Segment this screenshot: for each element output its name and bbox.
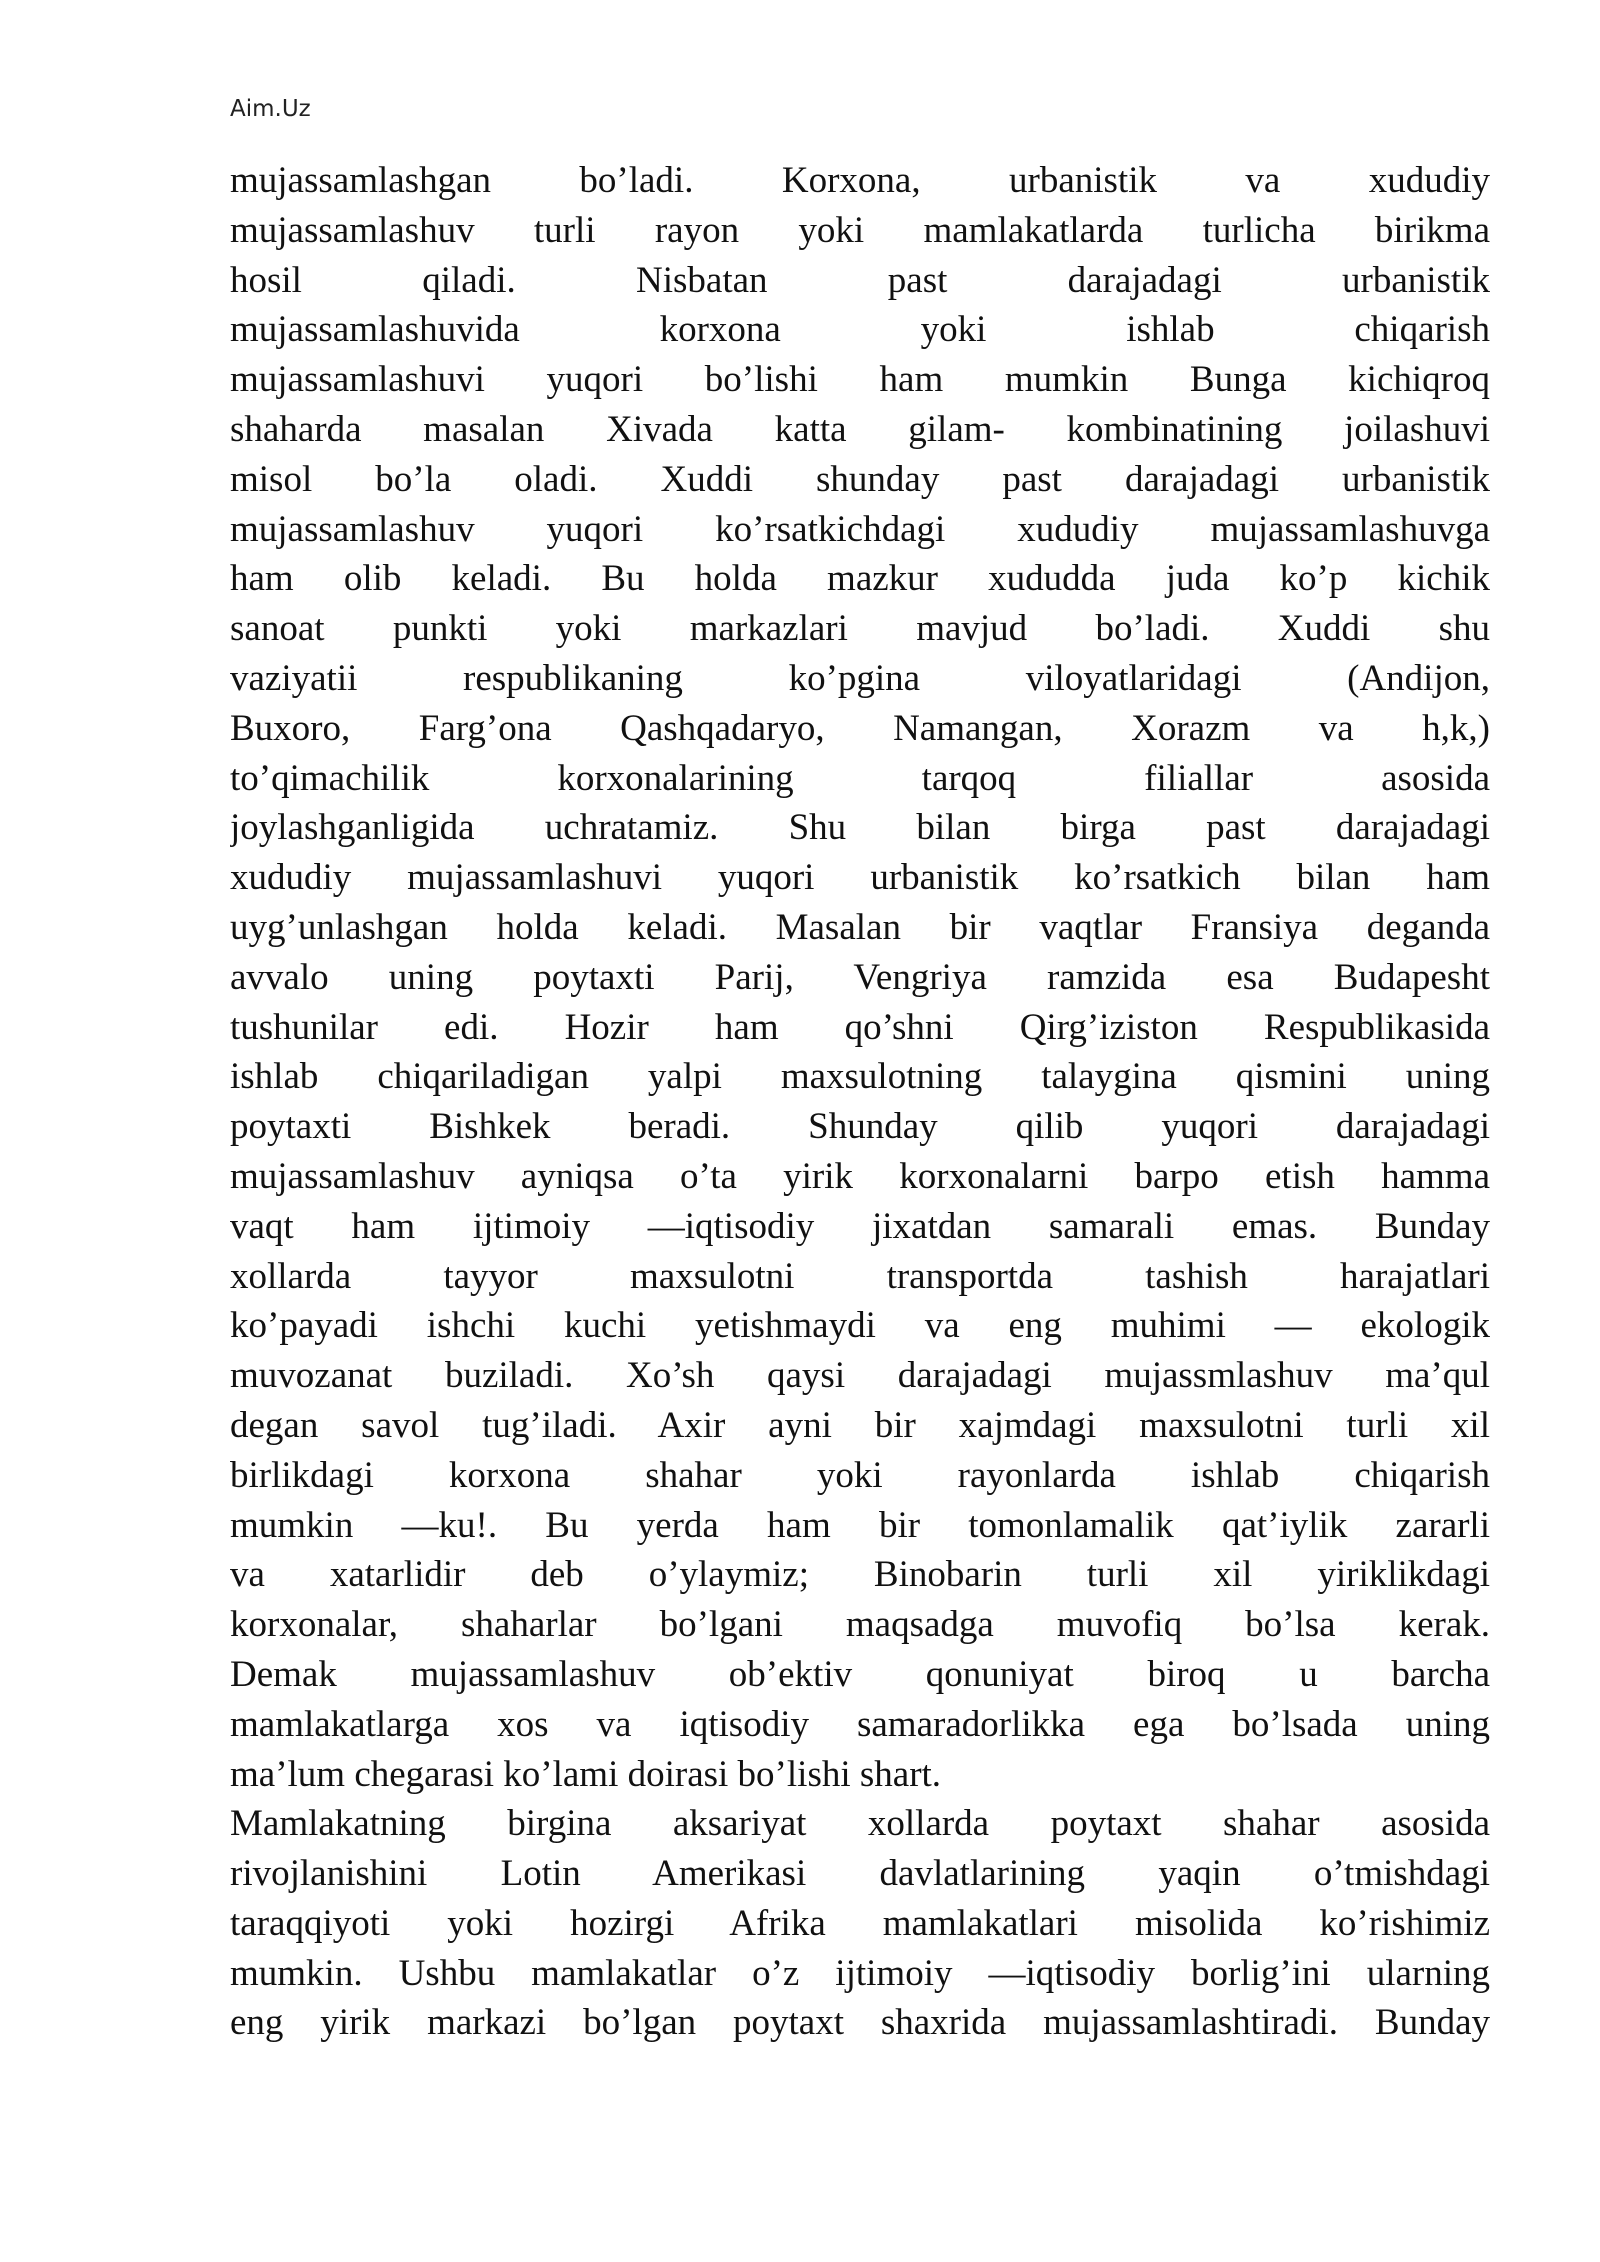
text-line: Demak mujassamlashuv ob’ektiv qonuniyat biroq u barcha [230,1653,1490,1695]
text-line: mujassamlashuvida korxona yoki ishlab chiqarish [230,309,1490,351]
text-line: hosil qiladi. Nisbatan past darajadagi urbanistik [230,259,1490,301]
page-header-site: Aim.Uz [230,96,311,122]
text-line: Buxoro, Farg’ona Qashqadaryo, Namangan, Xorazm va h,k,) [230,707,1490,749]
text-line: mujassamlashuv turli rayon yoki mamlakatlarda turlicha birikma [230,209,1490,251]
text-line: mujassamlashuv ayniqsa o’ta yirik korxonalarni barpo etish hamma [230,1155,1490,1197]
text-line: mujassamlashuv yuqori ko’rsatkichdagi xududiy mujassamlashuvga [230,508,1490,550]
text-line: uyg’unlashgan holda keladi. Masalan bir vaqtlar Fransiya deganda [230,906,1490,948]
text-line: vaziyatii respublikaning ko’pgina viloyatlaridagi (Andijon, [230,657,1490,699]
text-line: rivojlanishini Lotin Amerikasi davlatlarining yaqin o’tmishdagi [230,1853,1490,1895]
text-line: taraqqiyoti yoki hozirgi Afrika mamlakatlari misolida ko’rishimiz [230,1902,1490,1944]
text-line: avvalo uning poytaxti Parij, Vengriya ramzida esa Budapesht [230,956,1490,998]
text-line: birlikdagi korxona shahar yoki rayonlarda ishlab chiqarish [230,1454,1490,1496]
text-line: xududiy mujassamlashuvi yuqori urbanistik ko’rsatkich bilan ham [230,857,1490,899]
text-line: ko’payadi ishchi kuchi yetishmaydi va eng muhimi — ekologik [230,1305,1490,1347]
text-line: sanoat punkti yoki markazlari mavjud bo’ladi. Xuddi shu [230,608,1490,650]
text-line: Mamlakatning birgina aksariyat xollarda poytaxt shahar asosida [230,1803,1490,1845]
text-line: vaqt ham ijtimoiy —iqtisodiy jixatdan samarali emas. Bunday [230,1205,1490,1247]
document-body [230,156,1490,2048]
text-line: mujassamlashuvi yuqori bo’lishi ham mumkin Bunga kichiqroq [230,359,1490,401]
text-line: joylashganligida uchratamiz. Shu bilan birga past darajadagi [230,807,1490,849]
text-line: korxonalar, shaharlar bo’lgani maqsadga muvofiq bo’lsa kerak. [230,1604,1490,1646]
text-line: mamlakatlarga xos va iqtisodiy samaradorlikka ega bo’lsada uning [230,1703,1490,1745]
text-line: degan savol tug’iladi. Axir ayni bir xajmdagi maxsulotni turli xil [230,1404,1490,1446]
text-line: ma’lum chegarasi ko’lami doirasi bo’lishi shart. [230,1753,942,1795]
text-line: shaharda masalan Xivada katta gilam- kombinatining joilashuvi [230,408,1490,450]
text-line: mumkin —ku!. Bu yerda ham bir tomonlamalik qat’iylik zararli [230,1504,1490,1546]
text-line: mumkin. Ushbu mamlakatlar o’z ijtimoiy —iqtisodiy borlig’ini ularning [230,1952,1490,1994]
text-line: to’qimachilik korxonalarining tarqoq filiallar asosida [230,757,1490,799]
text-line: ham olib keladi. Bu holda mazkur xududda juda ko’p kichik [230,558,1490,600]
text-line: misol bo’la oladi. Xuddi shunday past darajadagi urbanistik [230,458,1490,500]
text-line: muvozanat buziladi. Xo’sh qaysi darajadagi mujassmlashuv ma’qul [230,1355,1490,1397]
paragraph-1 [230,156,1490,1799]
text-line: poytaxti Bishkek beradi. Shunday qilib yuqori darajadagi [230,1106,1490,1148]
text-line: tushunilar edi. Hozir ham qo’shni Qirg’iziston Respublikasida [230,1006,1490,1048]
paragraph-2 [230,1799,1490,2048]
text-line: ishlab chiqariladigan yalpi maxsulotning talaygina qismini uning [230,1056,1490,1098]
text-line: eng yirik markazi bo’lgan poytaxt shaxrida mujassamlashtiradi. Bunday [230,2002,1490,2044]
text-line: mujassamlashgan bo’ladi. Korxona, urbanistik va xududiy [230,160,1490,201]
text-line: xollarda tayyor maxsulotni transportda tashish harajatlari [230,1255,1490,1297]
text-line: va xatarlidir deb o’ylaymiz; Binobarin turli xil yiriklikdagi [230,1554,1490,1596]
